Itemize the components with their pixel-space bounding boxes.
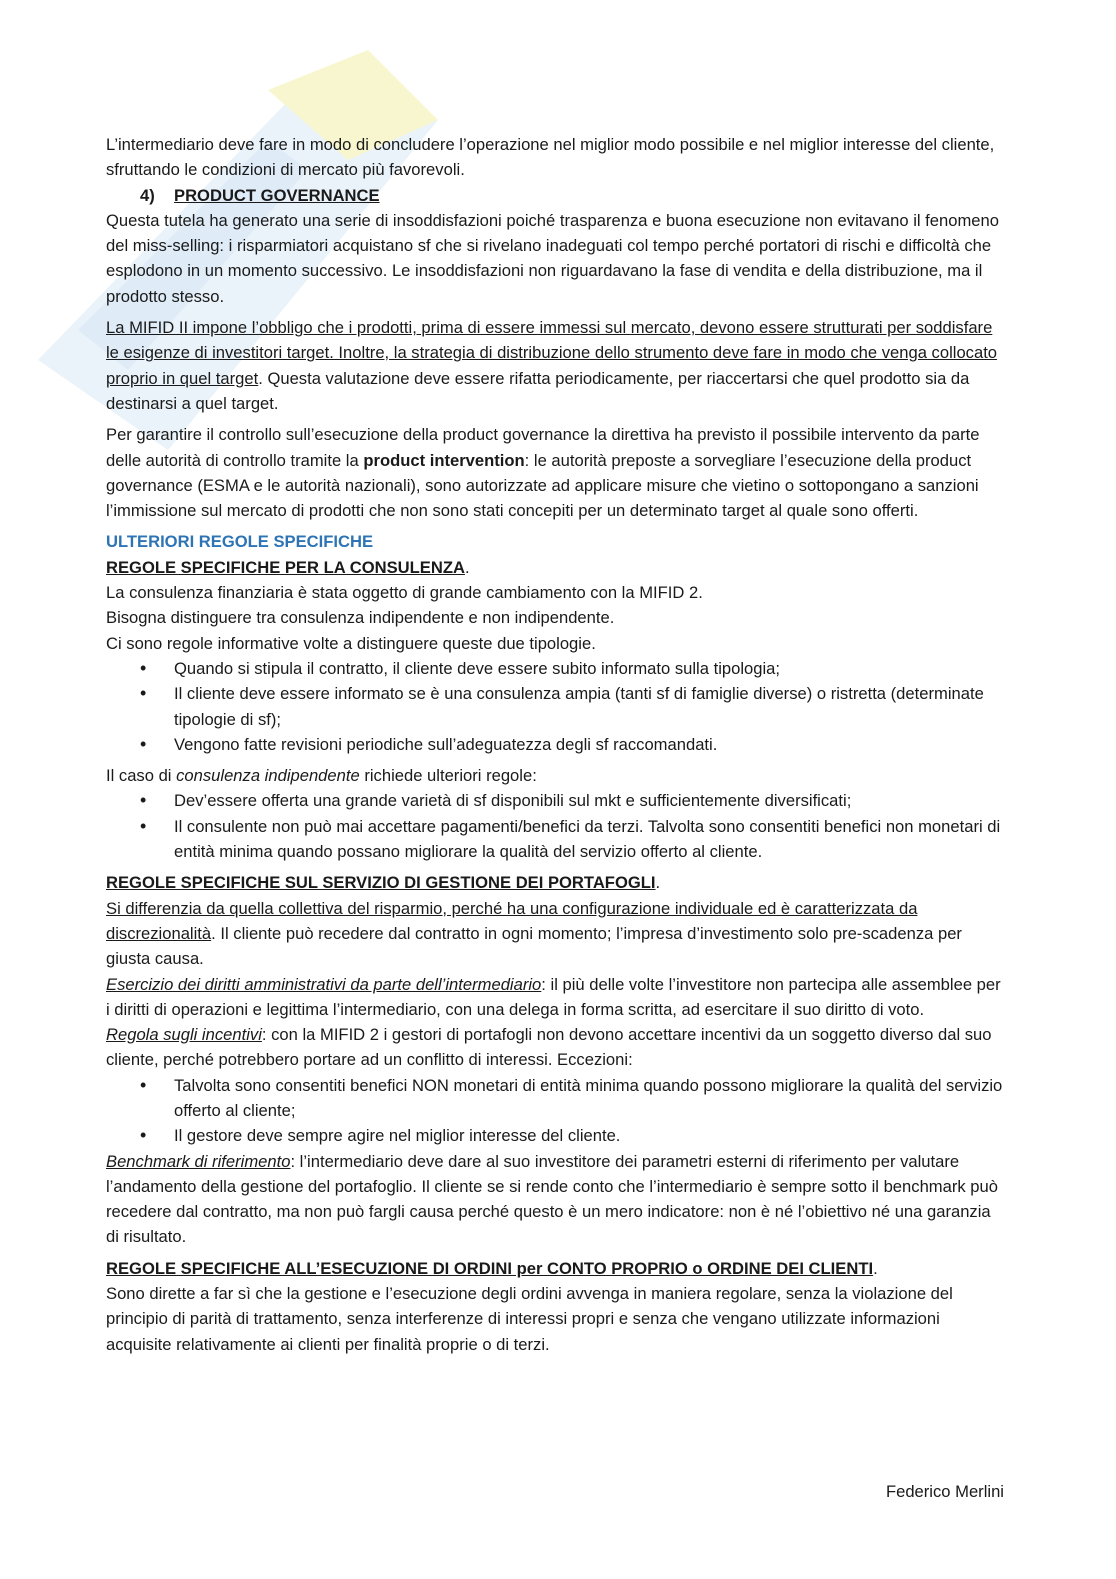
underlined-text: Si differenzia da quella collettiva del risparmio, perché ha una configurazione individuale ed è caratterizzata da discrezionalità (106, 898, 918, 943)
italic-underlined-term: Regola sugli incentivi (106, 1025, 262, 1045)
consulenza-indipendente-bullet-list (106, 788, 1006, 864)
regola-incentivi-paragraph (106, 1022, 1006, 1073)
section-heading-product-governance (106, 183, 1006, 208)
consulenza-line-3: Ci sono regole informative volte a distinguere queste due tipologie. (106, 633, 596, 653)
paragraph-text: : il più delle volte l’investitore non partecipa alle assemblee per i diritti di operazioni e legittima l’intermediario, con una delega in forma scritta, ad esercitare il suo diritto di voto. (106, 974, 1001, 1019)
benchmark-paragraph (106, 1149, 1006, 1250)
subsection-title-text: REGOLE SPECIFICHE SUL SERVIZIO DI GESTIONE DEI PORTAFOGLI (106, 873, 656, 893)
footer-author: Federico Merlini (885, 1482, 1004, 1501)
diritti-amministrativi-paragraph (106, 972, 1006, 1023)
subsection-title-gestione-portafogli (106, 870, 1006, 895)
list-item: • Il consulente non può mai accettare pagamenti/benefici da terzi. Talvolta sono consentiti benefici non monetari di entità minima quando possano migliorare la qualità del servizio offerto al cliente. (174, 814, 1006, 865)
paragraph-text: : con la MIFID 2 i gestori di portafogli non devono accettare incentivi da un soggetto diverso dal suo cliente, perché potrebbero portare ad un conflitto di interessi. Eccezioni: (106, 1025, 992, 1070)
product-intervention-paragraph (106, 422, 1006, 523)
list-item: • Quando si stipula il contratto, il cliente deve essere subito informato sulla tipologia; (174, 656, 1006, 681)
underlined-text: La MIFID II impone l’obbligo che i prodotti, prima di essere immessi sul mercato, devono essere strutturati per soddisfare le esigenze di investitori target. Inoltre, la strategia di distribuzione dello strumento deve fare in modo che venga collocato proprio in quel target (106, 318, 998, 388)
list-item: • Dev’essere offerta una grande varietà di sf disponibili sul mkt e sufficientemente diversificati; (174, 788, 1006, 813)
gestione-definition-paragraph (106, 896, 1006, 972)
list-item: • Il cliente deve essere informato se è una consulenza ampia (tanti sf di famiglie diverse) o ristretta (determinate tipologie di sf); (174, 681, 1006, 732)
esecuzione-ordini-paragraph: Sono dirette a far sì che la gestione e l’esecuzione degli ordini avvenga in maniera regolare, senza la violazione del principio di parità di trattamento, senza interferenze di interessi propri e senza che vengano utilizzate informazioni acquisite relativamente ai clienti per finalità proprie o di terzi. (106, 1284, 953, 1354)
list-item: • Vengono fatte revisioni periodiche sull’adeguatezza degli sf raccomandati. (174, 732, 1006, 757)
subsection-title-esecuzione-ordini (106, 1256, 1006, 1281)
mifid-target-paragraph (106, 315, 1006, 416)
consulenza-indipendente-paragraph (106, 763, 1006, 788)
paragraph-text: Il caso di (106, 766, 177, 786)
italic-term: consulenza indipendente (176, 766, 360, 786)
section-title-ulteriori-regole: ULTERIORI REGOLE SPECIFICHE (106, 532, 374, 552)
paragraph-text: : l’intermediario deve dare al suo investitore dei parametri esterni di riferimento per valutare l’andamento della gestione del portafoglio. Il cliente se si rende conto che l’intermediario è sempre sotto il benchmark può recedere dal contratto, ma non può fargli causa perché questo è un mero indicatore: non è né l’obiettivo né una garanzia di risultato. (106, 1151, 998, 1247)
bold-term: product intervention (363, 450, 525, 470)
paragraph-text: . Questa valutazione deve essere rifatta periodicamente, per riaccertarsi che quel prodotto sia da destinarsi a quel target. (106, 368, 970, 413)
subsection-title-text: REGOLE SPECIFICHE ALL’ESECUZIONE DI ORDINI per CONTO PROPRIO o ORDINE DEI CLIENTI (106, 1258, 874, 1278)
list-item: • Il gestore deve sempre agire nel miglior interesse del cliente. (174, 1123, 1006, 1148)
heading-number: 4) (140, 185, 155, 205)
page-content (106, 132, 1006, 1357)
consulenza-line-2: Bisogna distinguere tra consulenza indipendente e non indipendente. (106, 608, 615, 628)
consulenza-bullet-list (106, 656, 1006, 757)
subsection-title-consulenza (106, 555, 1006, 580)
paragraph-text: richiede ulteriori regole: (359, 766, 537, 786)
paragraph-text: . Il cliente può recedere dal contratto in ogni momento; l’impresa d’investimento solo pre-scadenza per giusta causa. (106, 923, 962, 969)
subsection-title-text: REGOLE SPECIFICHE PER LA CONSULENZA (106, 557, 465, 577)
intro-paragraph: L’intermediario deve fare in modo di concludere l’operazione nel miglior modo possibile e nel miglior interesse del cliente, sfruttando le condizioni di mercato più favorevoli. (106, 135, 995, 180)
heading-title: PRODUCT GOVERNANCE (174, 185, 380, 205)
title-period: . (873, 1258, 878, 1278)
italic-underlined-term: Benchmark di riferimento (106, 1151, 291, 1171)
title-period: . (464, 557, 470, 577)
incentivi-bullet-list (106, 1073, 1006, 1149)
paragraph-text: : le autorità preposte a sorvegliare l’esecuzione della product governance (ESMA e le autorità nazionali), sono autorizzate ad applicare misure che vietino o sottopongano a sanzioni l’immissione sul mercato di prodotti che non sono stati concepiti per un determinato target al quale sono offerti. (106, 450, 979, 521)
miss-selling-paragraph: Questa tutela ha generato una serie di insoddisfazioni poiché trasparenza e buona esecuzione non evitavano il fenomeno del miss-selling: i risparmiatori acquistano sf che si rivelano inadeguati col tempo perché portatori di rischi e difficoltà che esplodono in un momento successivo. Le insoddisfazioni non riguardavano la fase di vendita e della distribuzione, ma il prodotto stesso. (106, 210, 999, 306)
title-period: . (655, 873, 661, 893)
list-item: • Talvolta sono consentiti benefici NON monetari di entità minima quando possono migliorare la qualità del servizio offerto al cliente; (174, 1073, 1006, 1124)
paragraph-text: Per garantire il controllo sull’esecuzione della product governance la direttiva ha previsto il possibile intervento da parte delle autorità di controllo tramite la (106, 425, 980, 470)
consulenza-line-1: La consulenza finanziaria è stata oggetto di grande cambiamento con la MIFID 2. (106, 583, 703, 603)
italic-underlined-term: Esercizio dei diritti amministrativi da parte dell’intermediario (106, 974, 542, 994)
